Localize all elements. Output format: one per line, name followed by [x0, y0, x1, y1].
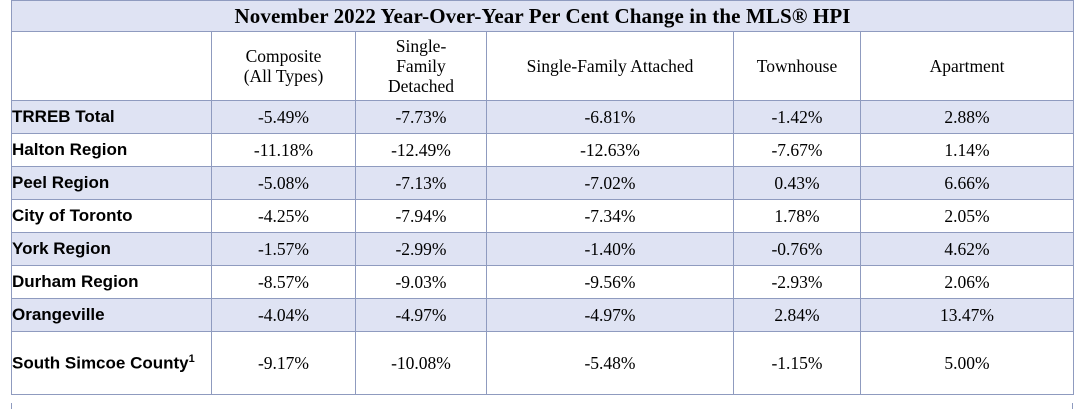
cell-detached: -4.97% — [356, 299, 487, 332]
cell-apartment: 2.88% — [861, 101, 1074, 134]
cell-attached: -9.56% — [487, 266, 734, 299]
cell-attached: -5.48% — [487, 332, 734, 395]
cell-detached: -10.08% — [356, 332, 487, 395]
table-row — [12, 266, 1074, 299]
column-header-detached — [356, 32, 487, 101]
cell-apartment: 4.62% — [861, 233, 1074, 266]
cell-detached: -7.73% — [356, 101, 487, 134]
row-label-halton-region: Halton Region — [12, 134, 212, 167]
cell-composite: -11.18% — [212, 134, 356, 167]
cell-composite: -8.57% — [212, 266, 356, 299]
row-label-peel-region: Peel Region — [12, 167, 212, 200]
row-label-durham-region: Durham Region — [12, 266, 212, 299]
table-row — [12, 101, 1074, 134]
table-row — [12, 134, 1074, 167]
row-label-orangeville: Orangeville — [12, 299, 212, 332]
cell-apartment: 1.14% — [861, 134, 1074, 167]
cell-composite: -5.49% — [212, 101, 356, 134]
cell-townhouse: -2.93% — [734, 266, 861, 299]
cell-attached: -7.02% — [487, 167, 734, 200]
table-row — [12, 167, 1074, 200]
cell-attached: -6.81% — [487, 101, 734, 134]
column-header-attached — [487, 32, 734, 101]
cell-detached: -7.13% — [356, 167, 487, 200]
cell-apartment: 5.00% — [861, 332, 1074, 395]
cell-townhouse: -1.42% — [734, 101, 861, 134]
cell-detached: -9.03% — [356, 266, 487, 299]
cell-townhouse: -7.67% — [734, 134, 861, 167]
cell-townhouse: 2.84% — [734, 299, 861, 332]
row-label-york-region: York Region — [12, 233, 212, 266]
cell-apartment: 13.47% — [861, 299, 1074, 332]
cell-attached: -1.40% — [487, 233, 734, 266]
cell-attached: -12.63% — [487, 134, 734, 167]
cell-composite: -4.25% — [212, 200, 356, 233]
cell-detached: -2.99% — [356, 233, 487, 266]
table-row — [12, 332, 1074, 395]
cell-detached: -7.94% — [356, 200, 487, 233]
detached-line-2: Family — [396, 55, 446, 76]
row-label-south-simcoe-county — [12, 332, 212, 395]
column-header-apartment — [861, 32, 1074, 101]
attached-line-1: Single-Family Attached — [526, 55, 694, 76]
row-label-city-of-toronto: City of Toronto — [12, 200, 212, 233]
column-header-blank — [12, 32, 212, 101]
table-title-row — [12, 1, 1074, 32]
cell-townhouse: 1.78% — [734, 200, 861, 233]
cell-attached: -7.34% — [487, 200, 734, 233]
page-title: November 2022 Year-Over-Year Per Cent Change in the MLS® HPI — [12, 1, 1074, 32]
table-header-row — [12, 32, 1074, 101]
detached-line-1: Single- — [395, 35, 447, 56]
cell-apartment: 2.05% — [861, 200, 1074, 233]
cell-composite: -1.57% — [212, 233, 356, 266]
footnote-marker: 1 — [188, 352, 195, 365]
table-row — [12, 233, 1074, 266]
column-header-townhouse — [734, 32, 861, 101]
cell-composite: -5.08% — [212, 167, 356, 200]
mls-hpi-table — [11, 0, 1074, 395]
composite-line-2: (All Types) — [243, 66, 324, 86]
apartment-line-1: Apartment — [929, 55, 1005, 76]
cell-townhouse: -0.76% — [734, 233, 861, 266]
townhouse-line-1: Townhouse — [756, 55, 838, 76]
cell-composite: -4.04% — [212, 299, 356, 332]
cell-townhouse: 0.43% — [734, 167, 861, 200]
row-label-text: South Simcoe County — [12, 353, 189, 373]
composite-line-1: Composite — [245, 45, 322, 66]
row-label-trreb-total: TRREB Total — [12, 101, 212, 134]
cell-detached: -12.49% — [356, 134, 487, 167]
cell-apartment: 6.66% — [861, 167, 1074, 200]
cell-attached: -4.97% — [487, 299, 734, 332]
detached-line-3: Detached — [387, 76, 455, 97]
column-header-composite — [212, 32, 356, 101]
table-row — [12, 299, 1074, 332]
cell-apartment: 2.06% — [861, 266, 1074, 299]
table-row — [12, 200, 1074, 233]
table-bottom-edge — [11, 403, 1073, 409]
cell-townhouse: -1.15% — [734, 332, 861, 395]
cell-composite: -9.17% — [212, 332, 356, 395]
